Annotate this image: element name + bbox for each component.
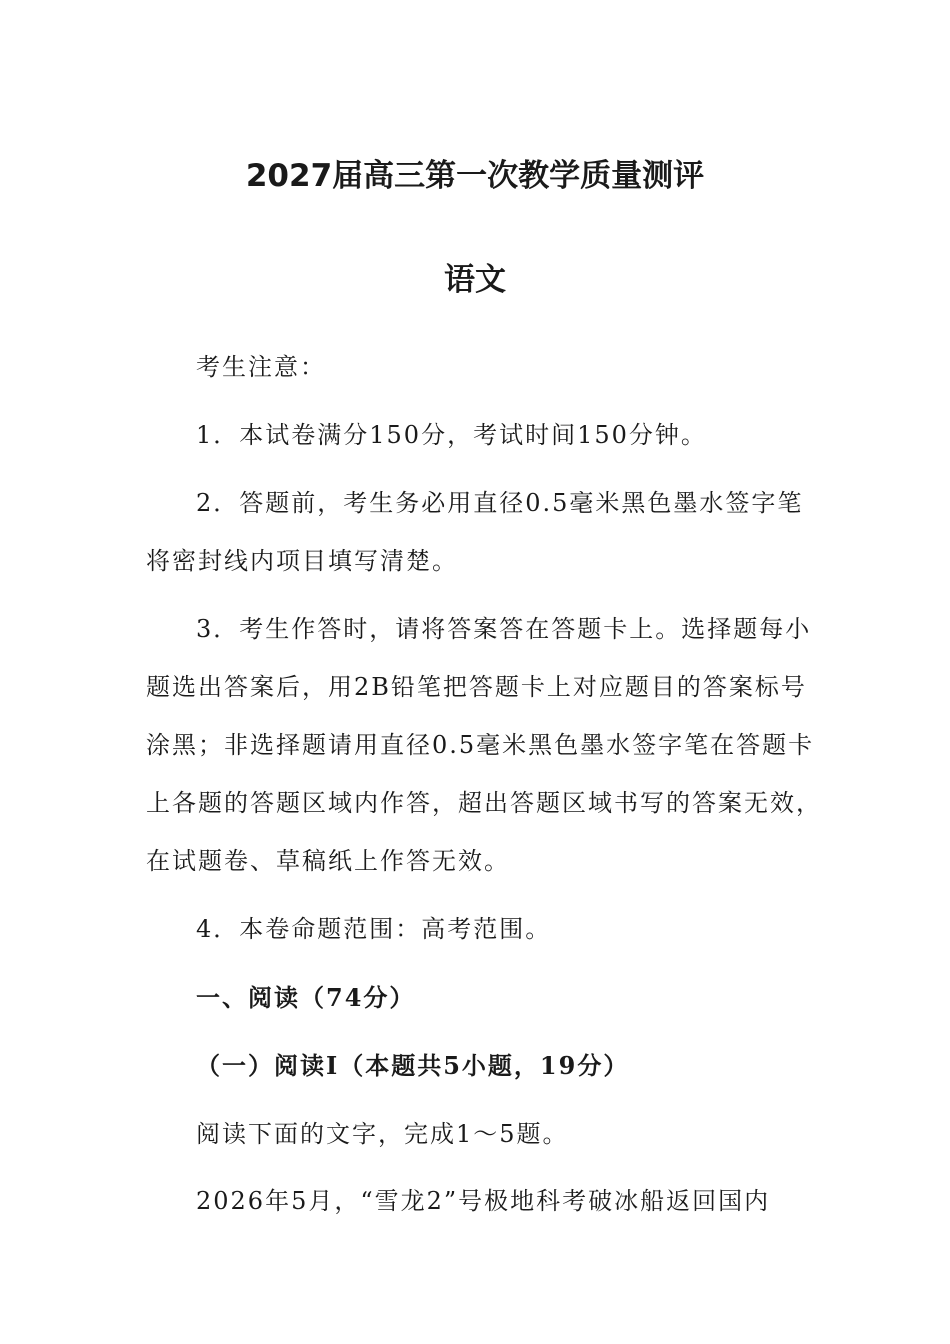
section-heading: 一、阅读（74分） <box>196 983 416 1012</box>
section-subheading: （一）阅读Ⅰ（本题共5小题，19分） <box>196 1051 630 1080</box>
exam-title: 2027届高三第一次教学质量测评 <box>245 158 705 194</box>
notice-item-3-line-2: 题选出答案后，用2B铅笔把答题卡上对应题目的答案标号 <box>146 673 807 701</box>
notice-item-3-line-3: 涂黑；非选择题请用直径0.5毫米黑色墨水签字笔在答题卡 <box>146 731 815 759</box>
notice-item-3-line-4: 上各题的答题区域内作答，超出答题区域书写的答案无效， <box>146 789 822 817</box>
section-instruction: 阅读下面的文字，完成1～5题。 <box>196 1120 569 1148</box>
exam-subject: 语文 <box>444 262 506 298</box>
passage-first-line: 2026年5月，“雪龙2”号极地科考破冰船返回国内 <box>196 1187 771 1215</box>
notice-heading: 考生注意： <box>196 353 326 381</box>
notice-item-2-line-1: 2．答题前，考生务必用直径0.5毫米黑色墨水签字笔 <box>196 489 804 517</box>
notice-item-3-line-1: 3．考生作答时，请将答案答在答题卡上。选择题每小 <box>196 615 812 643</box>
notice-item-2-line-2: 将密封线内项目填写清楚。 <box>146 547 458 575</box>
notice-item-3-line-5: 在试题卷、草稿纸上作答无效。 <box>146 847 510 875</box>
notice-item-4-line-1: 4．本卷命题范围：高考范围。 <box>196 915 552 943</box>
notice-item-1-line-1: 1．本试卷满分150分，考试时间150分钟。 <box>196 421 707 449</box>
